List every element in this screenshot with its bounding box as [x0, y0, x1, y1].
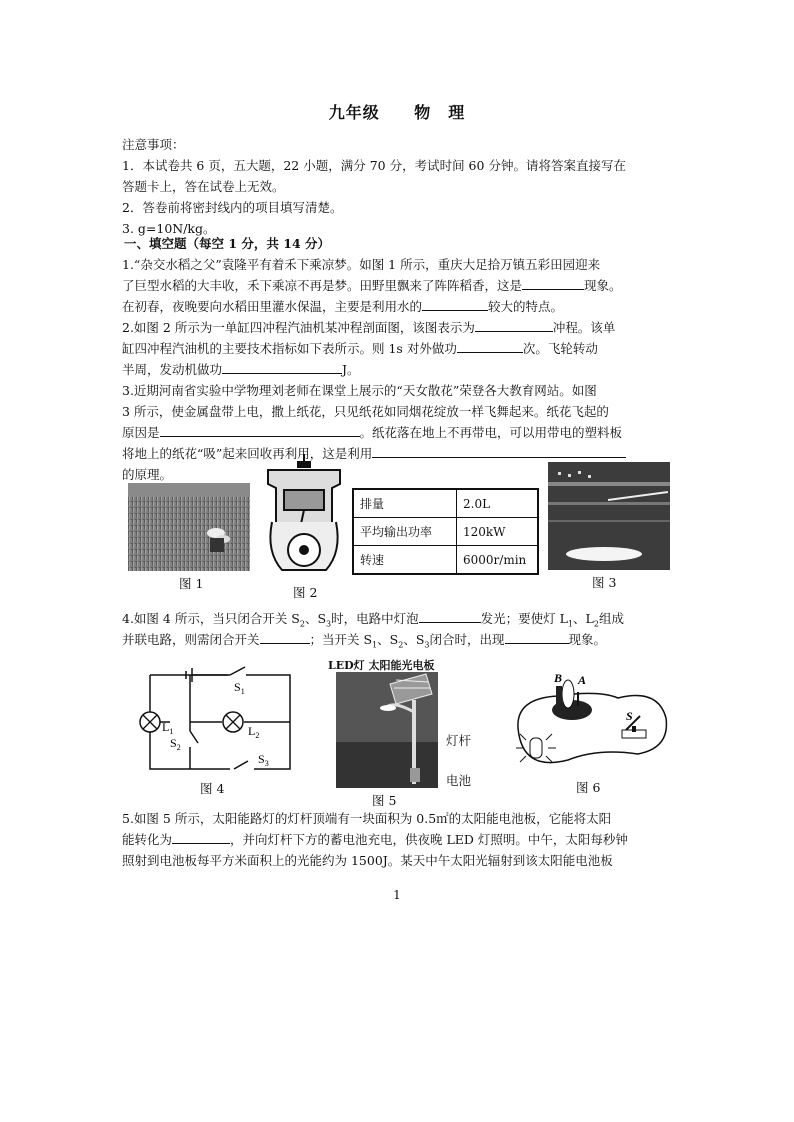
rice-field-photo [128, 483, 250, 571]
answer-blank[interactable] [372, 444, 626, 458]
answer-blank[interactable] [172, 830, 230, 844]
note-3: 3. g=10N/kg。 [122, 221, 216, 236]
table-row [353, 518, 538, 546]
q2-line3 [122, 359, 678, 380]
table-row [353, 489, 538, 518]
answer-blank[interactable] [475, 318, 553, 332]
note-1: 1．本试卷共 6 页，五大题，22 小题，满分 70 分，考试时间 60 分钟。请将答案直接写在 [122, 158, 626, 173]
svg-text:S1: $S_1$ [234, 680, 245, 696]
q4-text: 、S [377, 632, 399, 647]
q4-text: 发光；要使灯 L [480, 611, 568, 626]
q5-line3: 照射到电池板每平方米面积上的光能约为 1500J。某天中午太阳光辐射到该太阳能电池板 [122, 853, 613, 868]
q1-text: 较大的特点。 [488, 299, 564, 314]
q3-text: 原因是 [122, 425, 160, 440]
q4-text: 4.如图 4 所示，当只闭合开关 S [122, 611, 300, 626]
q5-line1: 5.如图 5 所示，太阳能路灯的灯杆顶端有一块面积为 0.5㎡的太阳能电池板，它能将太阳 [122, 811, 612, 826]
q3-line1: 3.近期河南省实验中学物理刘老师在课堂上展示的“天女散花”荣登各大教育网站。如图 [122, 383, 597, 398]
q4-text: 闭合时，出现 [429, 632, 505, 647]
figure-5-top-label: LED灯 太阳能光电板 [328, 659, 435, 672]
q4-text: 组成 [598, 611, 624, 626]
q2-text: 2.如图 2 所示为一单缸四冲程汽油机某冲程剖面图，该图表示为 [122, 320, 475, 335]
note-2: 2．答卷前将密封线内的项目填写清楚。 [122, 200, 343, 215]
svg-text:L2: $L_2$ [248, 724, 260, 740]
spec-key: 排量 [353, 489, 457, 518]
q2-text: 缸四冲程汽油机的主要技术指标如下表所示。则 1s 对外做功 [122, 341, 457, 356]
figure-1-caption: 图 1 [179, 576, 204, 591]
grade-label: 九年级 [328, 103, 380, 122]
spec-key: 平均输出功率 [353, 518, 457, 546]
q3-line5: 的原理。 [122, 467, 173, 482]
spec-value: 2.0L [457, 489, 539, 518]
figure-6-caption: 图 6 [576, 780, 601, 795]
engine-cross-section [262, 452, 346, 580]
solar-street-light-photo [336, 672, 438, 788]
page-number: 1 [393, 888, 401, 902]
notes-heading: 注意事项： [122, 137, 185, 152]
answer-blank[interactable] [422, 297, 488, 311]
note-1-cont: 答题卡上，答在试卷上无效。 [122, 179, 285, 194]
svg-text:S2: $S_2$ [170, 736, 181, 752]
figure-3-caption: 图 3 [592, 575, 617, 590]
answer-blank[interactable] [457, 339, 523, 353]
subject-label: 物 理 [414, 103, 466, 122]
svg-text:L1: $L_1$ [162, 720, 174, 736]
conductor-test-diagram [508, 668, 672, 776]
q2-line1 [122, 317, 678, 338]
q2-text: 半周，发动机做功 [122, 362, 223, 377]
answer-blank[interactable] [522, 276, 584, 290]
q3-line2: 3 所示，使金属盘带上电，撒上纸花，只见纸花如同烟花绽放一样飞舞起来。纸花飞起的 [122, 404, 609, 419]
q1-line3 [122, 296, 678, 317]
battery-label: 电池 [446, 773, 472, 788]
q3-text: 将地上的纸花“吸”起来回收再利用，这是利用 [122, 446, 373, 461]
svg-text:B: B [554, 671, 563, 685]
q4-text: ；当开关 S [309, 632, 373, 647]
pole-label: 灯杆 [446, 733, 472, 748]
q3-line4 [122, 443, 678, 464]
q1-text: 在初春，夜晚要向水稻田里灌水保温，主要是利用水的 [122, 299, 423, 314]
answer-blank[interactable] [505, 630, 569, 644]
q4-text: 、L [573, 611, 594, 626]
q3-line3 [122, 422, 678, 443]
q4-line2: 并联电路，则需闭合开关 ；当开关 $S_1$、$S_2$、$S_3$闭合时，出现 现象。 [122, 632, 607, 650]
page-title [0, 100, 794, 123]
q4-text: 时，电路中灯泡 [331, 611, 419, 626]
charged-plate-photo [548, 462, 670, 570]
q4-text: 现象。 [568, 632, 607, 647]
q2-line2 [122, 338, 678, 359]
q4-text: 、S [403, 632, 425, 647]
spec-value: 6000r/min [457, 546, 539, 575]
q4-text: 并联电路，则需闭合开关 [122, 632, 260, 647]
q1-line1: 1.“杂交水稻之父”袁隆平有着禾下乘凉梦。如图 1 所示，重庆大足拾万镇五彩田园迎来 [122, 257, 601, 272]
q5-text: 能转化为 [122, 832, 173, 847]
q3-text: 。纸花落在地上不再带电，可以用带电的塑料板 [359, 425, 623, 440]
figure-5-caption: 图 5 [372, 793, 397, 808]
answer-blank[interactable] [419, 609, 481, 623]
table-row [353, 546, 538, 575]
svg-text:S: S [626, 709, 633, 723]
answer-blank[interactable] [260, 630, 310, 644]
q2-text: J。 [342, 362, 360, 377]
section-heading: 一、填空题（每空 1 分，共 14 分） [124, 236, 331, 251]
q1-text: 现象。 [584, 278, 622, 293]
q4-line1: 4.如图 4 所示，当只闭合开关 $S_2$、$S_3$时，电路中灯泡 发光；要使灯 $L_1$、$L_2$组成 [122, 611, 624, 629]
figure-2-caption: 图 2 [293, 585, 318, 600]
svg-text:S3: $S_3$ [258, 752, 269, 768]
q1-line2 [122, 275, 678, 296]
q5-line2 [122, 829, 678, 850]
spec-value: 120kW [457, 518, 539, 546]
svg-text:A: A [578, 673, 587, 687]
q2-text: 冲程。该单 [552, 320, 616, 335]
engine-spec-table [352, 488, 539, 575]
answer-blank[interactable] [222, 360, 342, 374]
q2-text: 次。飞轮转动 [522, 341, 598, 356]
q5-text: ，并向灯杆下方的蓄电池充电，供夜晚 LED 灯照明。中午，太阳每秒钟 [230, 832, 628, 847]
spec-key: 转速 [353, 546, 457, 575]
q1-text: 了巨型水稻的大丰收，禾下乘凉不再是梦。田野里飘来了阵阵稻香，这是 [122, 278, 523, 293]
answer-blank[interactable] [160, 423, 360, 437]
circuit-diagram [130, 665, 300, 777]
q4-text: 、S [304, 611, 327, 626]
figure-4-caption: 图 4 [200, 781, 225, 796]
